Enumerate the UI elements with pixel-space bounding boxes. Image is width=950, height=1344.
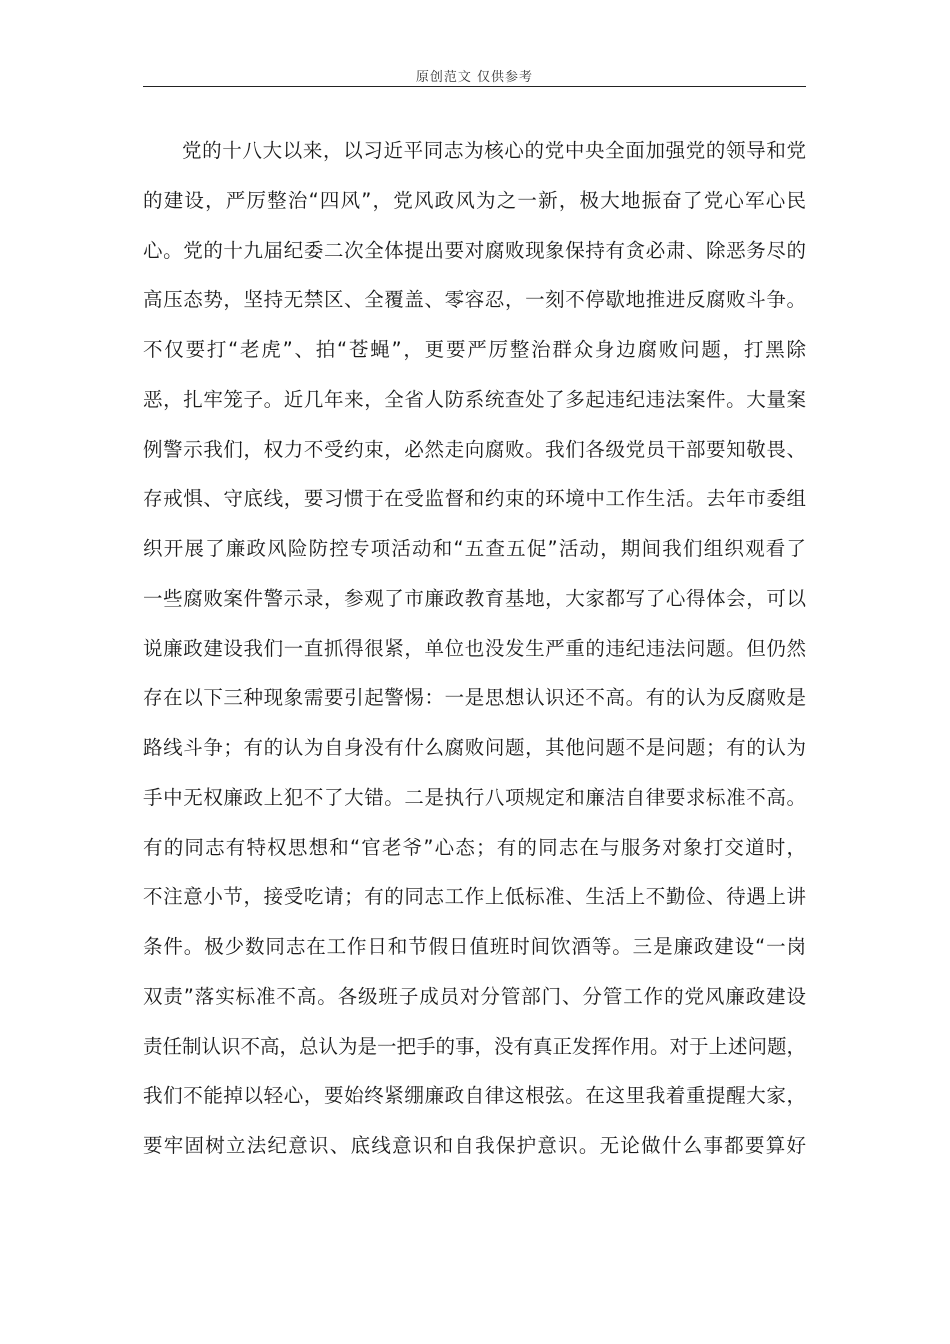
text-line: 要牢固树立法纪意识、底线意识和自我保护意识。无论做什么事都要算好 xyxy=(143,1134,806,1157)
text-line: 不仅要打“老虎”、拍“苍蝇”，更要严厉整治群众身边腐败问题，打黑除 xyxy=(143,338,806,361)
text-line: 例警示我们，权力不受约束，必然走向腐败。我们各级党员干部要知敬畏、 xyxy=(143,437,806,461)
text-line: 存在以下三种现象需要引起警惕：一是思想认识还不高。有的认为反腐败是 xyxy=(143,686,806,710)
text-line: 心。党的十九届纪委二次全体提出要对腐败现象保持有贪必肃、除恶务尽的 xyxy=(143,238,806,262)
text-line: 路线斗争；有的认为自身没有什么腐败问题，其他问题不是问题；有的认为 xyxy=(143,736,806,759)
text-line: 恶，扎牢笼子。近几年来，全省人防系统查处了多起违纪违法案件。大量案 xyxy=(143,387,806,411)
text-line: 双责”落实标准不高。各级班子成员对分管部门、分管工作的党风廉政建设 xyxy=(143,984,806,1008)
text-line: 说廉政建设我们一直抓得很紧，单位也没发生严重的违纪违法问题。但仍然 xyxy=(143,636,806,660)
text-line: 高压态势，坚持无禁区、全覆盖、零容忍，一刻不停歇地推进反腐败斗争。 xyxy=(143,288,806,312)
text-line: 不注意小节，接受吃请；有的同志工作上低标准、生活上不勤俭、待遇上讲 xyxy=(143,885,806,909)
text-line: 责任制认识不高，总认为是一把手的事，没有真正发挥作用。对于上述问题， xyxy=(143,1034,807,1058)
text-line: 党的十八大以来，以习近平同志为核心的党中央全面加强党的领导和党 xyxy=(182,139,806,162)
text-line: 织开展了廉政风险防控专项活动和“五查五促”活动，期间我们组织观看了 xyxy=(143,537,806,560)
text-line: 一些腐败案件警示录，参观了市廉政教育基地，大家都写了心得体会，可以 xyxy=(143,586,806,610)
text-line: 存戒惧、守底线，要习惯于在受监督和约束的环境中工作生活。去年市委组 xyxy=(143,487,806,511)
header-rule xyxy=(143,86,806,87)
text-line: 手中无权廉政上犯不了大错。二是执行八项规定和廉洁自律要求标准不高。 xyxy=(143,785,806,809)
text-line: 条件。极少数同志在工作日和节假日值班时间饮酒等。三是廉政建设“一岗 xyxy=(143,935,806,958)
text-line: 我们不能掉以轻心，要始终紧绷廉政自律这根弦。在这里我着重提醒大家， xyxy=(143,1084,806,1108)
text-line: 有的同志有特权思想和“官老爷”心态；有的同志在与服务对象打交道时， xyxy=(143,835,806,859)
page-header: 原创范文 仅供参考 xyxy=(415,70,534,85)
body-paragraph xyxy=(143,132,806,1177)
text-line: 的建设，严厉整治“四风”，党风政风为之一新，极大地振奋了党心军心民 xyxy=(143,188,806,212)
